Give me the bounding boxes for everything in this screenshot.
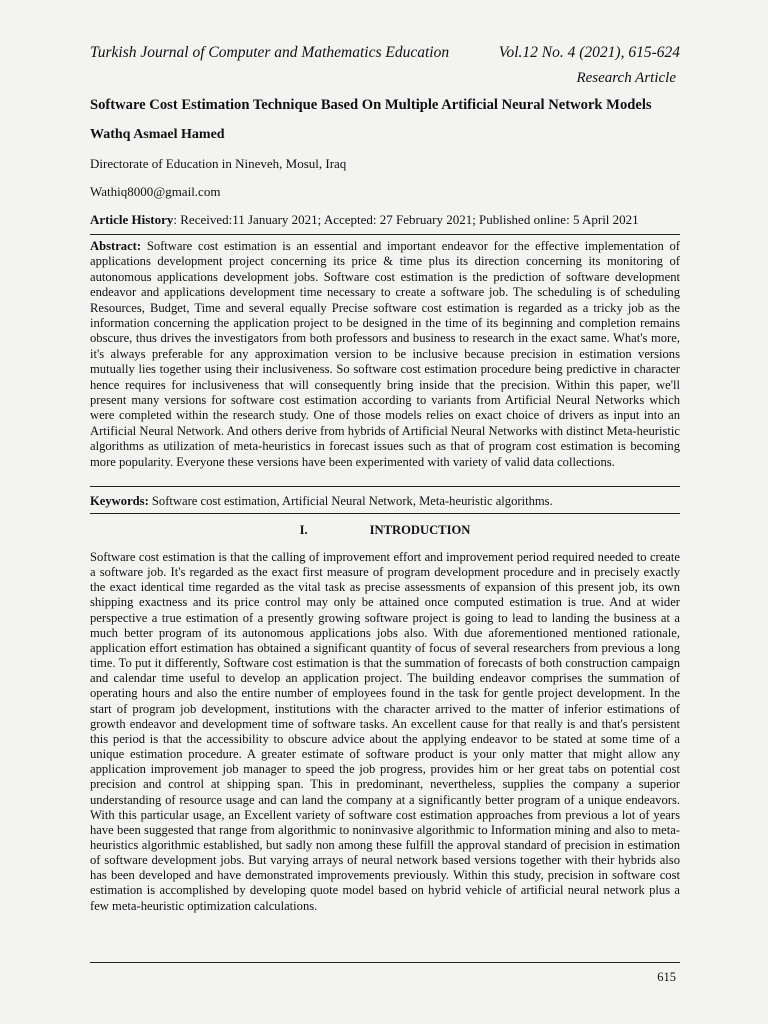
history-label: Article History bbox=[90, 212, 174, 227]
author-email: Wathiq8000@gmail.com bbox=[90, 184, 221, 199]
introduction-paragraph: Software cost estimation is that the calling of improvement effort and improvement period required needed to create a software job. It's regarded as the exact first measure of program development procedure and in precisely exactly the exact identical time regarded as the vital task as precise assessments of expansion of this present job, its own shipping exactness and its price control may only be attained once computed estimation is true. And at wider perspective a true estimation of a presently growing software project is going to lead to landing the business at a much better program of its autonomous applications jobs also. With due aforementioned mentioned rationale, application effort estimation has obtained a significant quantity of focus of several researchers from previous a long time. To put it differently, Software cost estimation is that the summation of forecasts of both construction campaign and calendar time useful to develop an application project. The building endeavor comprises the summation of operating hours and also the entire number of employees found in the task for gentle project development. In the start of program job development, institutions with the character arrived to the matter of inferior estimations of growth endeavor and development time of software tasks. An excellent cause for that really is and that's persistent this period is that the accessibility to obscure advice about the applying endeavor to be stated at some time of a unique estimation procedure. A greater estimate of software product is your only matter that might allow any application improvement job manager to speed the job progress, provides him or her great tabs on potential cost precision and control at shipping span. This in predominant, nevertheless, supplies the company a superior understanding of resource usage and can land the company at a significantly better program of a unique endeavors. With this particular usage, an Excellent variety of software cost estimation approaches from previous a lot of years have been suggested that range from algorithmic to noninvasive algorithmic to Information mining and also to meta-heuristics algorithmic established, but sadly non among these fulfill the approval standard of precision in estimation of software development jobs. But varying arrays of neural network based versions together with their hybrids also has been developed and have demonstrated improvements previously. Within this study, precision in software cost estimation is accomplished by developing quote model based on hybrid vehicle of artificial neural network plus a few meta-heuristic optimization calculations. bbox=[90, 550, 680, 913]
section-title: INTRODUCTION bbox=[369, 523, 471, 537]
keywords bbox=[90, 494, 680, 509]
article-history bbox=[90, 212, 639, 228]
paper-title: Software Cost Estimation Technique Based On Multiple Artificial Neural Network Models bbox=[90, 97, 652, 113]
abstract-top-divider bbox=[90, 234, 680, 235]
abstract bbox=[90, 239, 680, 470]
footer-divider bbox=[90, 962, 680, 963]
section-heading bbox=[90, 523, 680, 538]
abstract-label: Abstract: bbox=[90, 239, 142, 253]
keywords-label: Keywords: bbox=[90, 494, 149, 508]
author-name: Wathq Asmael Hamed bbox=[90, 127, 225, 142]
volume-info: Vol.12 No. 4 (2021), 615-624 bbox=[498, 44, 680, 61]
section-number: I. bbox=[299, 523, 308, 537]
running-header bbox=[90, 44, 680, 62]
affiliation: Directorate of Education in Nineveh, Mosul, Iraq bbox=[90, 156, 347, 171]
keywords-text: Software cost estimation, Artificial Neural Network, Meta-heuristic algorithms. bbox=[151, 494, 553, 508]
article-type: Research Article bbox=[576, 70, 676, 86]
keywords-divider bbox=[90, 513, 680, 514]
abstract-bottom-divider bbox=[90, 486, 680, 487]
abstract-text: Software cost estimation is an essential and important endeavor for the effective implementation of applications development project concerning its price & time plus its direction concerning its monitoring of autonomous applications development jobs. Software cost estimation is the prediction of software development endeavor and applications development time necessary to create a software job. The scheduling is of scheduling Resources, Budget, Time and several equally Precise software cost estimation is regarded as a tricky job as the information concerning the application project to be designed in the time of its beginning and completion remains obscure, thus drives the investigators from both professors and business to research in the exact same. What's more, it's always preferable for any approximation version to be inclusive because precision in estimation versions mutually lies together using their inclusiveness. So software cost estimation procedure being predictive in character hence requires for inclusiveness that will consequently bring inside that the precision. Within this paper, we'll present many versions for software cost estimation according to variants from Artificial Neural Networks which were completed within the research study. One of those models relies on exact choice of drivers as input into an Artificial Neural Network. And others derive from hybrids of Artificial Neural Networks with distinct Meta-heuristic algorithms as utilization of meta-heuristics in forecast issues such as that of program cost estimation is becoming more popularity. Everyone these versions have been experimented with variety of valid data collections. bbox=[90, 239, 681, 469]
journal-name: Turkish Journal of Computer and Mathematics Education bbox=[90, 44, 450, 61]
history-dates: : Received:11 January 2021; Accepted: 27 February 2021; Published online: 5 April 2021 bbox=[173, 212, 639, 227]
page-number: 615 bbox=[657, 970, 676, 984]
